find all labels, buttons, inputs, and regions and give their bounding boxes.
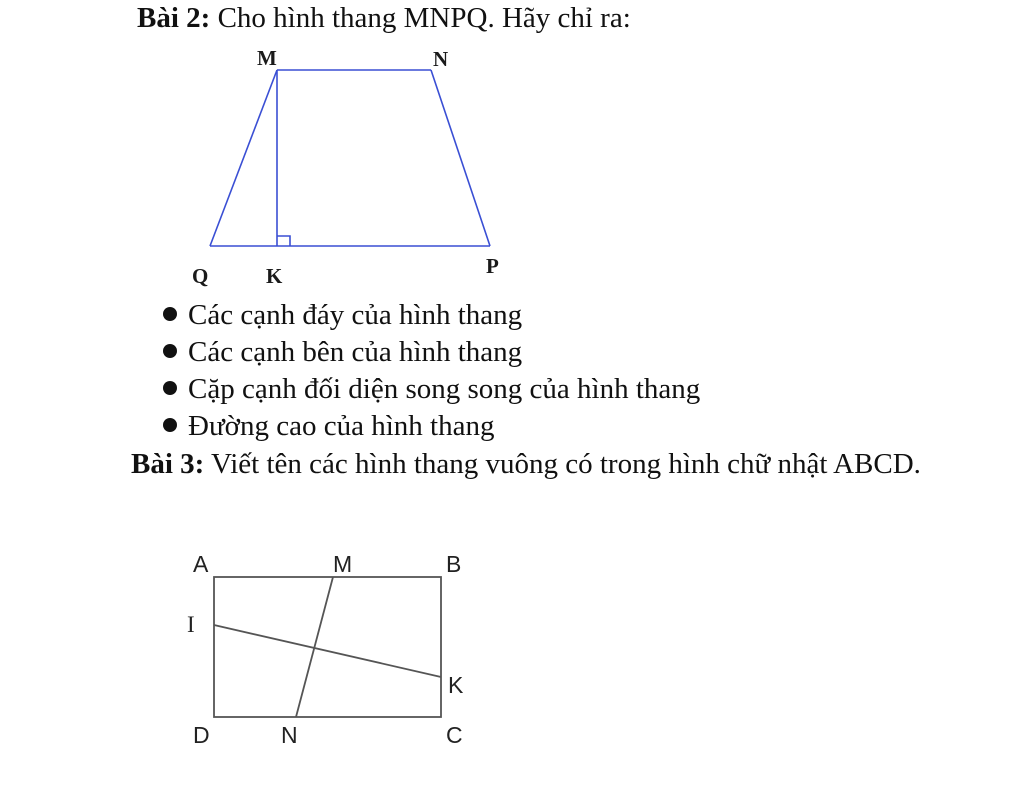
point-label-N: N bbox=[281, 722, 298, 748]
point-label-K: K bbox=[266, 264, 283, 288]
segment-MN bbox=[296, 577, 333, 717]
exercise-2-label: Bài 2: bbox=[137, 2, 211, 34]
point-label-P: P bbox=[486, 254, 499, 278]
exercise-2-text: Cho hình thang MNPQ. Hãy chỉ ra: bbox=[210, 2, 631, 34]
segment-IK bbox=[214, 625, 441, 677]
point-label-C: C bbox=[446, 722, 463, 748]
point-label-I: I bbox=[187, 612, 195, 637]
point-label-N: N bbox=[433, 47, 449, 71]
exercise-3-text: Viết tên các hình thang vuông có trong hình chữ nhật ABCD. bbox=[204, 448, 921, 480]
point-label-B: B bbox=[446, 551, 462, 577]
point-label-M: M bbox=[333, 551, 353, 577]
question-text: Các cạnh đáy của hình thang bbox=[188, 299, 523, 331]
question-text: Cặp cạnh đối diện song song của hình thang bbox=[188, 373, 701, 405]
exercise-3-label: Bài 3: bbox=[131, 448, 205, 480]
point-label-A: A bbox=[193, 551, 209, 577]
point-label-Q: Q bbox=[192, 264, 209, 288]
question-text: Các cạnh bên của hình thang bbox=[188, 336, 523, 368]
point-label-K: K bbox=[448, 672, 464, 698]
question-text: Đường cao của hình thang bbox=[188, 410, 495, 442]
point-label-D: D bbox=[193, 722, 210, 748]
point-label-M: M bbox=[257, 46, 277, 70]
